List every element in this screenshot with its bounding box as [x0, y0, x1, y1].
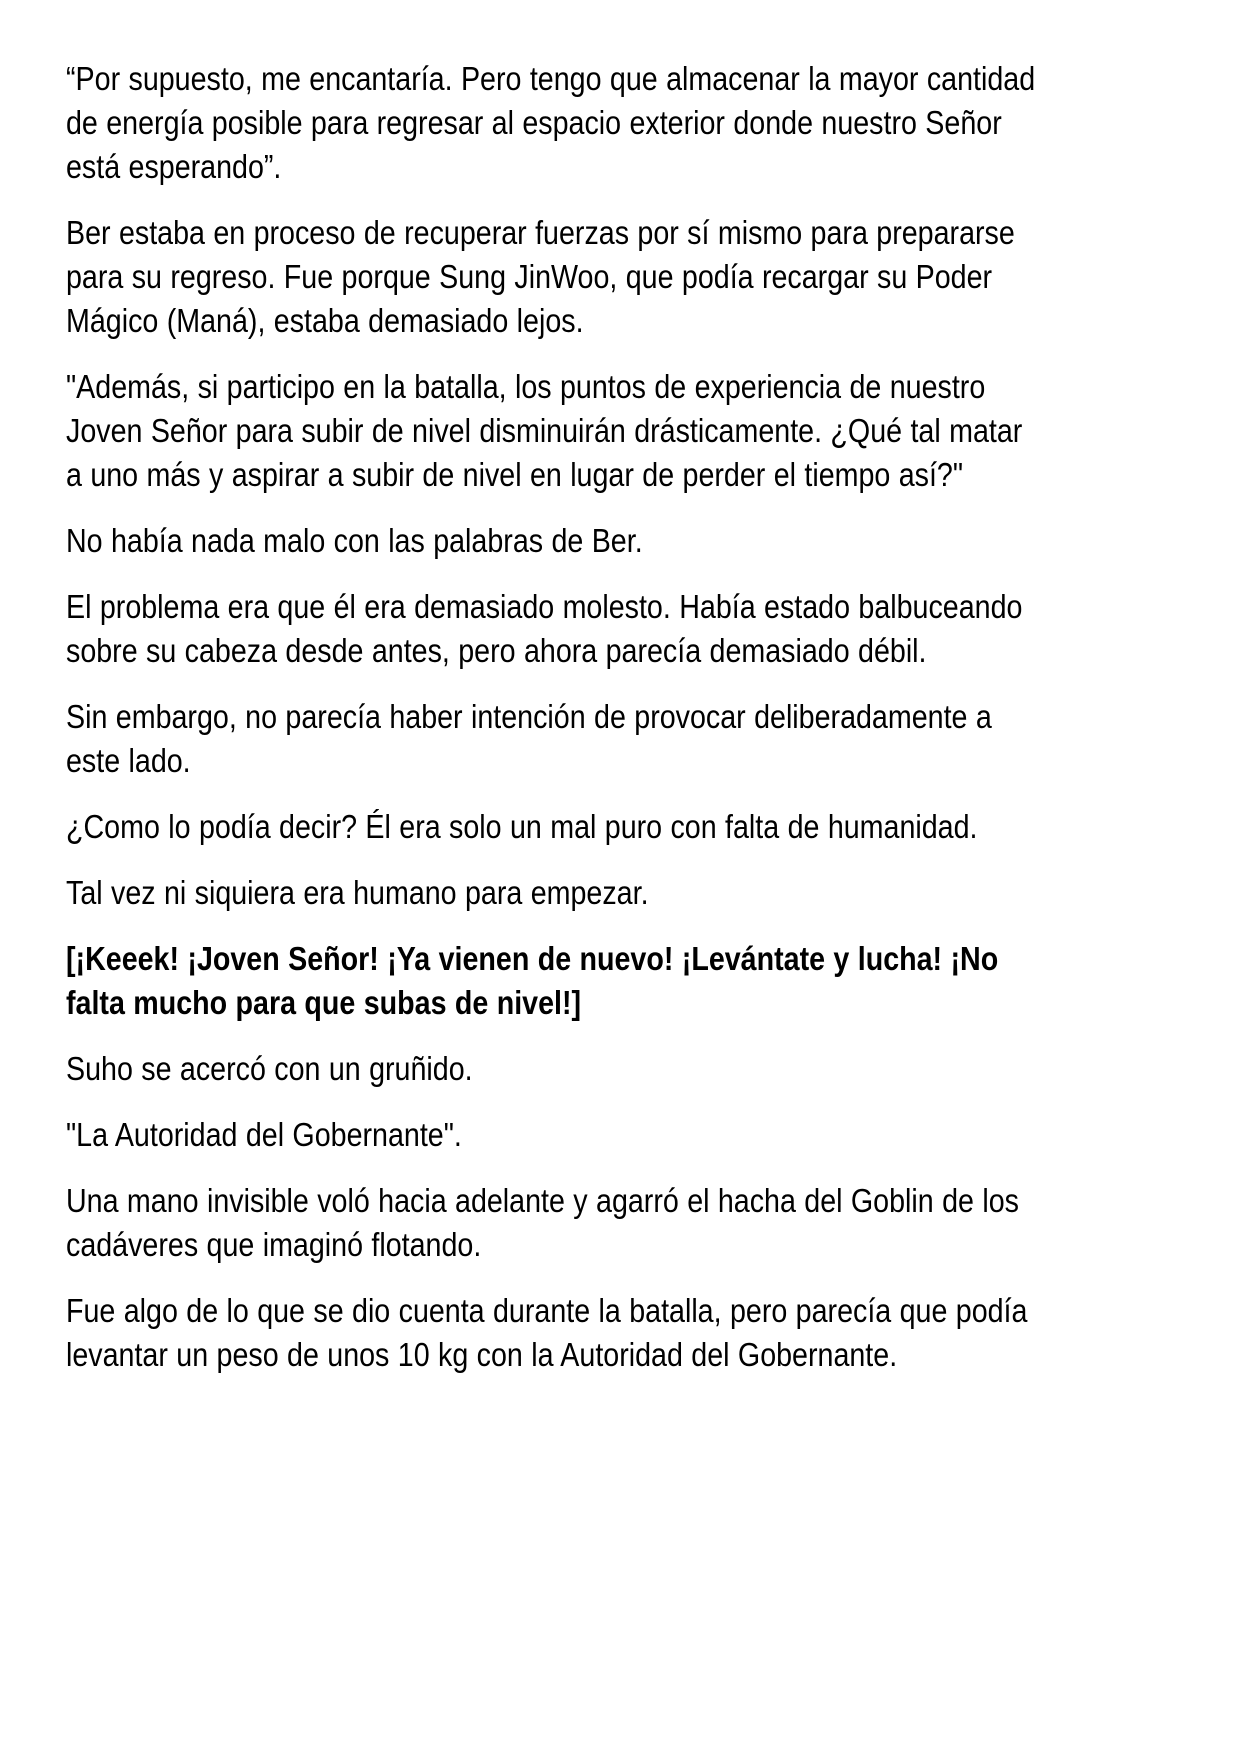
paragraph: "La Autoridad del Gobernante". [66, 1117, 462, 1154]
paragraph: "Además, si participo en la batalla, los puntos de experiencia de nuestro Joven Señor para subir de nivel disminuirán drásticamente. ¿Qué tal matar a uno más y aspirar a subir de nivel en lugar de perder el tiempo así?" [66, 369, 1023, 494]
paragraph: Sin embargo, no parecía haber intención de provocar deliberadamente a este lado. [66, 699, 992, 780]
paragraph: Tal vez ni siquiera era humano para empezar. [66, 875, 649, 912]
paragraph: Fue algo de lo que se dio cuenta durante la batalla, pero parecía que podía levantar un peso de unos 10 kg con la Autoridad del Gobernante. [66, 1293, 1028, 1374]
paragraph-emphasis: [¡Keeek! ¡Joven Señor! ¡Ya vienen de nuevo! ¡Levántate y lucha! ¡No falta mucho para que subas de nivel!] [66, 941, 999, 1022]
paragraph: ¿Como lo podía decir? Él era solo un mal puro con falta de humanidad. [66, 809, 978, 846]
paragraph: El problema era que él era demasiado molesto. Había estado balbuceando sobre su cabeza desde antes, pero ahora parecía demasiado débil. [66, 589, 1023, 670]
paragraph: Una mano invisible voló hacia adelante y agarró el hacha del Goblin de los cadáveres que imaginó flotando. [66, 1183, 1019, 1264]
paragraph: “Por supuesto, me encantaría. Pero tengo que almacenar la mayor cantidad de energía posible para regresar al espacio exterior donde nuestro Señor está esperando”. [66, 61, 1036, 186]
document-text-body [66, 58, 1041, 1378]
paragraph: Ber estaba en proceso de recuperar fuerzas por sí mismo para prepararse para su regreso. Fue porque Sung JinWoo, que podía recargar su Poder Mágico (Maná), estaba demasiado lejos. [66, 215, 1015, 340]
paragraph: Suho se acercó con un gruñido. [66, 1051, 473, 1088]
paragraph: No había nada malo con las palabras de Ber. [66, 523, 643, 560]
